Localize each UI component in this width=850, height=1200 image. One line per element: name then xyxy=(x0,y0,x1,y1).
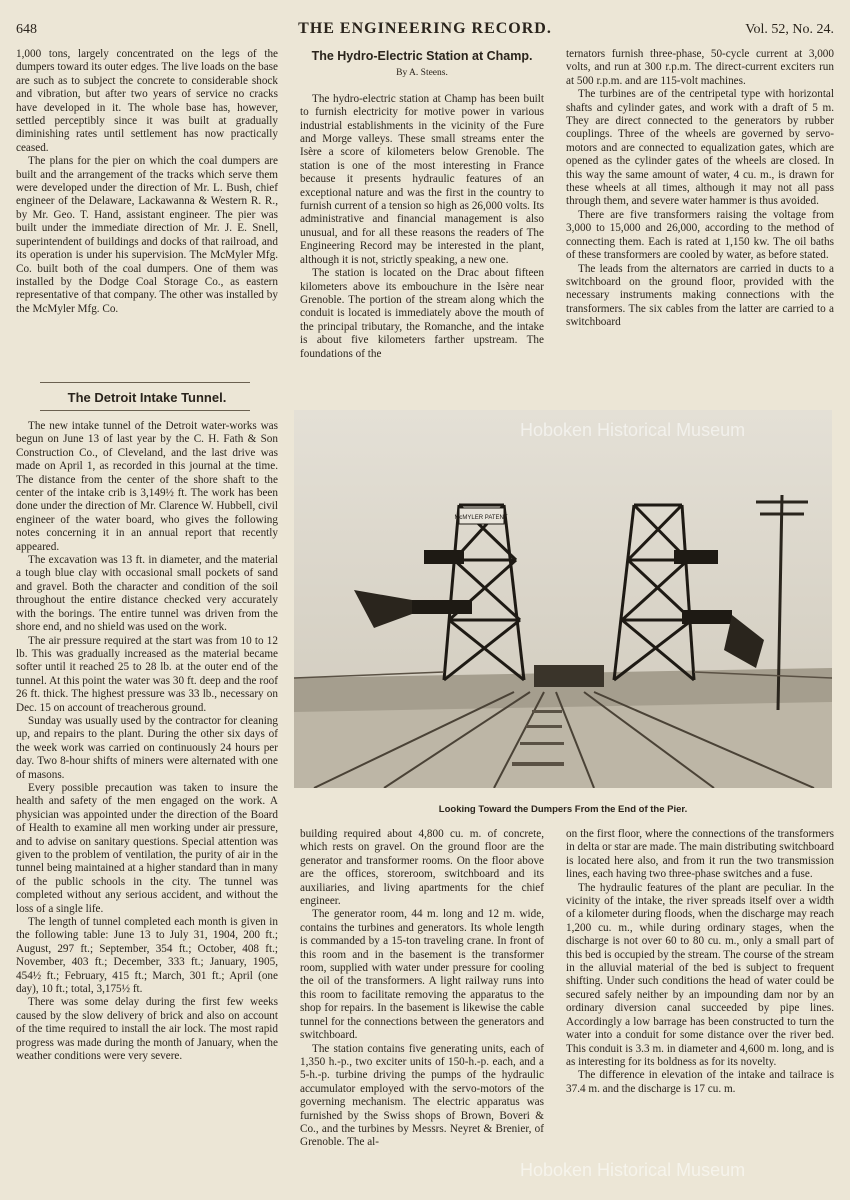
museum-watermark: Hoboken Historical Museum xyxy=(520,1160,746,1180)
paragraph: There was some delay during the first few weeks caused by the slow delivery of brick and also on account of the time required to install the air lock. The most rapid progress was made during the month of January, when the weather conditions were very severe. xyxy=(16,996,278,1063)
paragraph: The hydro-electric station at Champ has been built to furnish electricity for motive power in various industrial establishments in the vicinity of the Fure and Morge valleys. These small streams enter the Isère a score of kilometers below Grenoble. The station is one of the most interesting in France because it presents hydraulic features of an exceptional nature and was the first in the country to furnish current of a tension so high as 26,000 volts. Its administrative and financial management is also unusual, and for all these reasons the readers of The Engineering Record may be interested in the plant, although it is not, strictly speaking, a new one. xyxy=(300,92,544,266)
column-1-top xyxy=(16,48,278,316)
dumper-sign: McMYLER PATENT xyxy=(454,515,508,521)
article-title-champ: The Hydro-Electric Station at Champ. xyxy=(311,49,533,63)
column-3-top xyxy=(566,48,834,330)
volume-number: Vol. 52, No. 24. xyxy=(745,22,834,37)
museum-watermark: Hoboken Historical Museum xyxy=(520,420,746,440)
paragraph: The turbines are of the centripetal type with horizontal shafts and cylinder gates, and work with a draft of 5 m. They are direct connected to the generators by rubber couplings. Three of the wheels are governed by servo-motors and are connected to equalization gates, which are opened as the cylinder gates of the wheels are closed. In this way the same amount of water, 4 cu. m., is drawn for these wheels at all times, although it may not all pass through them, and severe water hammer is thus avoided. xyxy=(566,88,834,208)
page-number: 648 xyxy=(16,22,37,37)
paragraph: The new intake tunnel of the Detroit water-works was begun on June 13 of last year by the C. H. Fath & Son Construction Co., of Cleveland, and the last drive was made on April 1, as recorded in this journal at the time. The distance from the center of the shore shaft to the center of the intake crib is 3,149½ ft. The work has been done under the direction of Mr. Clarence W. Hubbell, civil engineer of the water board, who gives the following notes concerning it in an annual report that recently appeared. xyxy=(16,420,278,553)
byline: By A. Steens. xyxy=(396,68,448,79)
paragraph: Sunday was usually used by the contractor for cleaning up, and repairs to the plant. During the other six days of the week work was carried on continuously 24 hours per day. Two 8-hour shifts of miners were alternated with one of masons. xyxy=(16,714,278,781)
column-3-bottom xyxy=(566,828,834,1096)
coal-dumper-illustration xyxy=(294,410,832,788)
column-2-bottom xyxy=(300,828,544,1150)
paragraph: The hydraulic features of the plant are peculiar. In the vicinity of the intake, the river spreads itself over a width of a kilometer during floods, when the discharge may reach 1,200 cu. m., while during ordinary stages, when the discharge is not over 60 to 80 cu. m., only a small part of this bed is occupied by the stream. The course of the stream in the alluvial material of the bed is subject to frequent shifting. Under such conditions the head of water could be secured safely neither by an impounding dam nor by an ordinary diversion canal succeeded by pipe lines. Accordingly a low barrage has been constructed to turn the water into a conduit for some distance over the river bed. This conduit is 3.3 m. in diameter and 4,600 m. long, and is as interesting for its boldness as for its novelty. xyxy=(566,881,834,1068)
paragraph: Every possible precaution was taken to insure the health and safety of the men engaged on the work. A physician was appointed under the direction of the Board of Health to examine all men working under air pressure, and to advise on sanitary questions. Special attention was given to the problem of ventilation, the purity of air in the tunnel being maintained at a higher standard than in many of the public schools in the city. The tunnel was completed without any serious accident, and without the loss of a single life. xyxy=(16,781,278,915)
divider xyxy=(40,382,250,383)
page-header xyxy=(16,20,834,42)
paragraph: on the first floor, where the connections of the transformers in delta or star are made. The main distributing switchboard is located here also, and from it run the two transmission lines, each having two three-phase switches and a fuse. xyxy=(566,828,834,881)
paragraph: The station contains five generating units, each of 1,350 h.-p., two exciter units of 150-h.-p. each, and a 5-h.-p. turbine driving the pumps of the hydraulic accumulator employed with the servo-motors of the governing mechanism. The electric apparatus was furnished by the Swiss shops of Brown, Boveri & Co., and the turbines by Messrs. Neyret & Brenier, of Grenoble. The al- xyxy=(300,1042,544,1149)
paragraph: ternators furnish three-phase, 50-cycle current at 3,000 volts, and run at 300 r.p.m. The direct-current exciters run at 500 r.p.m. and are 115-volt machines. xyxy=(566,48,834,87)
paragraph: The excavation was 13 ft. in diameter, and the material a tough blue clay with occasional small pockets of sand and gravel. Both the character and condition of the soil throughout the entire distance checked very accurately with the borings. The entire tunnel was driven from the shore end, and no shield was used on the work. xyxy=(16,554,278,634)
paragraph: 1,000 tons, largely concentrated on the legs of the dumpers toward its outer edges. The live loads on the base are such as to subject the concrete to considerable shock and vibration, but after two years of service no cracks have developed in it. The whole base has, however, settled perceptibly since it was built at gradually diminishing rates until settlement has now practically ceased. xyxy=(16,48,278,154)
article-title-detroit: The Detroit Intake Tunnel. xyxy=(67,390,227,405)
journal-title: THE ENGINEERING RECORD. xyxy=(298,20,552,37)
paragraph: The generator room, 44 m. long and 12 m. wide, contains the turbines and generators. Its whole length is commanded by a 15-ton traveling crane. In front of this room and in the basement is the transformer room, supplied with water under pressure for cooling the oil of the transformers. A light railway runs into this room to facilitate removing the apparatus to the shop for repairs. In the basement is likewise the cable tunnel for the connections between the generators and switchboard. xyxy=(300,908,544,1042)
column-1-detroit xyxy=(16,420,278,1064)
paragraph: The difference in elevation of the intake and tailrace is 37.4 m. and the discharge is 17 cu. m. xyxy=(566,1069,834,1095)
paragraph: The station is located on the Drac about fifteen kilometers above its embouchure in the Isère near Grenoble. The portion of the stream along which the conduit is located is immediately above the mouth of the principal tributary, the Romanche, and the intake is about five kilometers farther upstream. The foundations of the xyxy=(300,267,544,360)
paragraph: The plans for the pier on which the coal dumpers are built and the arrangement of the tracks which serve them were developed under the direction of Mr. L. Bush, chief engineer of the Delaware, Lackawanna & Western R. R., by Mr. Geo. T. Hand, assistant engineer. The pier was built under the immediate direction of Mr. J. E. Snell, superintendent of buildings and docks of that railroad, and its operation is under his supervision. The McMyler Mfg. Co. built both of the coal dumpers. One of them was installed by the Dodge Coal Storage Co., as eastern representative of that company. The other was installed by the McMyler Mfg. Co. xyxy=(16,155,278,315)
paragraph: The length of tunnel completed each month is given in the following table: June 13 to July 31, 1904, 200 ft.; August, 297 ft.; September, 354 ft.; October, 408 ft.; November, 403 ft.; December, 333 ft.; January, 1905, 454½ ft.; February, 415 ft.; March, 301 ft.; April (one day), 10 ft.; total, 3,175½ ft. xyxy=(16,916,278,996)
paragraph: The leads from the alternators are carried in ducts to a switchboard on the ground floor, provided with the necessary instruments making connections with the transformers. The six cables from the latter are carried to a switchboard xyxy=(566,262,834,329)
paragraph: building required about 4,800 cu. m. of concrete, which rests on gravel. On the ground floor are the generator and transformer rooms. On the floor above are the offices, storeroom, switchboard and its auxiliaries, and living apartments for the chief engineer. xyxy=(300,828,544,908)
divider xyxy=(40,410,250,411)
column-2-champ xyxy=(300,50,544,361)
pier-photograph xyxy=(294,410,832,788)
paragraph: The air pressure required at the start was from 10 to 12 lb. This was gradually increased as the material became softer until it reached 25 to 28 lb. at the outer end of the tunnel. At this point the water was 30 ft. deep and the roof 26 ft. thick. The highest pressure was 33 lb., necessary on Dec. 15 on account of treacherous ground. xyxy=(16,634,278,714)
paragraph: There are five transformers raising the voltage from 3,000 to 15,000 and 26,000, according to the method of connecting them. Each is rated at 1,150 kw. The oil baths of these transformers are cooled by water, as before stated. xyxy=(566,208,834,262)
photo-caption: Looking Toward the Dumpers From the End of the Pier. xyxy=(438,804,688,815)
